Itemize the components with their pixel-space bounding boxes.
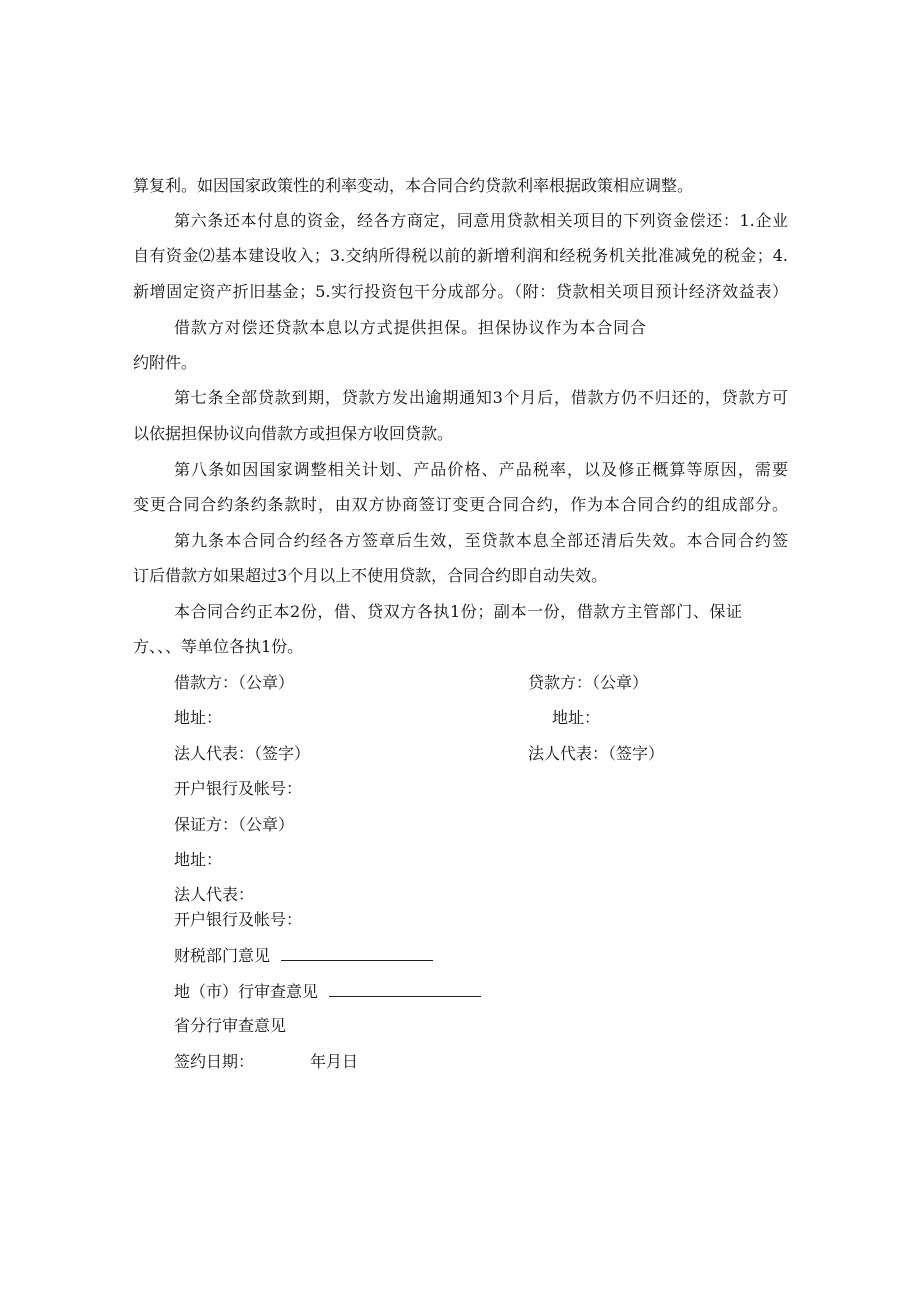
paragraph-line: 第六条还本付息的资金，经各方商定，同意用贷款相关项目的下列资金偿还：1.企业 — [174, 211, 788, 230]
paragraph-line: 第八条如因国家调整相关计划、产品价格、产品税率，以及修正概算等原因，需要 — [174, 460, 788, 479]
city-opinion-blank — [329, 981, 481, 997]
paragraph-line: 本合同合约正本2份，借、贷双方各执1份；副本一份，借款方主管部门、保证 — [174, 602, 742, 621]
guarantor-label: 保证方：（公章） — [174, 815, 295, 834]
paragraph-line: 方、、、等单位各执1份。 — [133, 637, 304, 656]
finance-opinion-label: 财税部门意见 — [174, 946, 271, 965]
finance-opinion-blank — [281, 945, 433, 961]
paragraph-line: 第七条全部贷款到期，贷款方发出逾期通知3个月后，借款方仍不归还的，贷款方可 — [174, 388, 788, 407]
bank-account-label: 开户银行及帐号： — [174, 779, 303, 798]
lender-label: 贷款方：（公章） — [528, 673, 649, 692]
borrower-label: 借款方：（公章） — [174, 673, 295, 692]
lender-rep-label: 法人代表：（签字） — [528, 744, 665, 763]
province-opinion-label: 省分行审查意见 — [174, 1016, 287, 1035]
paragraph-line: 约附件。 — [133, 353, 198, 372]
guarantor-bank-label: 开户银行及帐号： — [174, 910, 303, 929]
signing-date-label: 签约日期： — [174, 1052, 255, 1071]
borrower-address-label: 地址： — [174, 708, 223, 727]
paragraph-line: 算复利。如因国家政策性的利率变动，本合同合约贷款利率根据政策相应调整。 — [133, 176, 694, 195]
paragraph-line: 变更合同合约条约条款时，由双方协商签订变更合同合约，作为本合同合约的组成部分。 — [133, 495, 788, 514]
finance-opinion-row — [174, 945, 433, 966]
paragraph-line: 订后借款方如果超过3个月以上不使用贷款，合同合约即自动失效。 — [133, 566, 608, 585]
paragraph-line: 新增固定资产折旧基金；5.实行投资包干分成部分。（附：贷款相关项目预计经济效益表） — [133, 282, 788, 301]
paragraph-line: 第九条本合同合约经各方签章后生效，至贷款本息全部还清后失效。本合同合约签 — [174, 531, 788, 550]
guarantor-rep-label: 法人代表： — [174, 885, 255, 904]
paragraph-line: 自有资金⑵基本建设收入；3.交纳所得税以前的新增利润和经税务机关批准减免的税金；4. — [133, 246, 788, 265]
paragraph-line: 借款方对偿还贷款本息以方式提供担保。担保协议作为本合同合 — [174, 318, 646, 337]
lender-address-label: 地址： — [552, 708, 601, 727]
guarantor-address-label: 地址： — [174, 850, 223, 869]
city-opinion-row — [174, 981, 481, 1002]
borrower-rep-label: 法人代表：（签字） — [174, 744, 311, 763]
signing-date-value: 年月日 — [310, 1052, 359, 1071]
city-opinion-label: 地（市）行审查意见 — [174, 982, 319, 1001]
paragraph-line: 以依据担保协议向借款方或担保方收回贷款。 — [133, 424, 454, 443]
